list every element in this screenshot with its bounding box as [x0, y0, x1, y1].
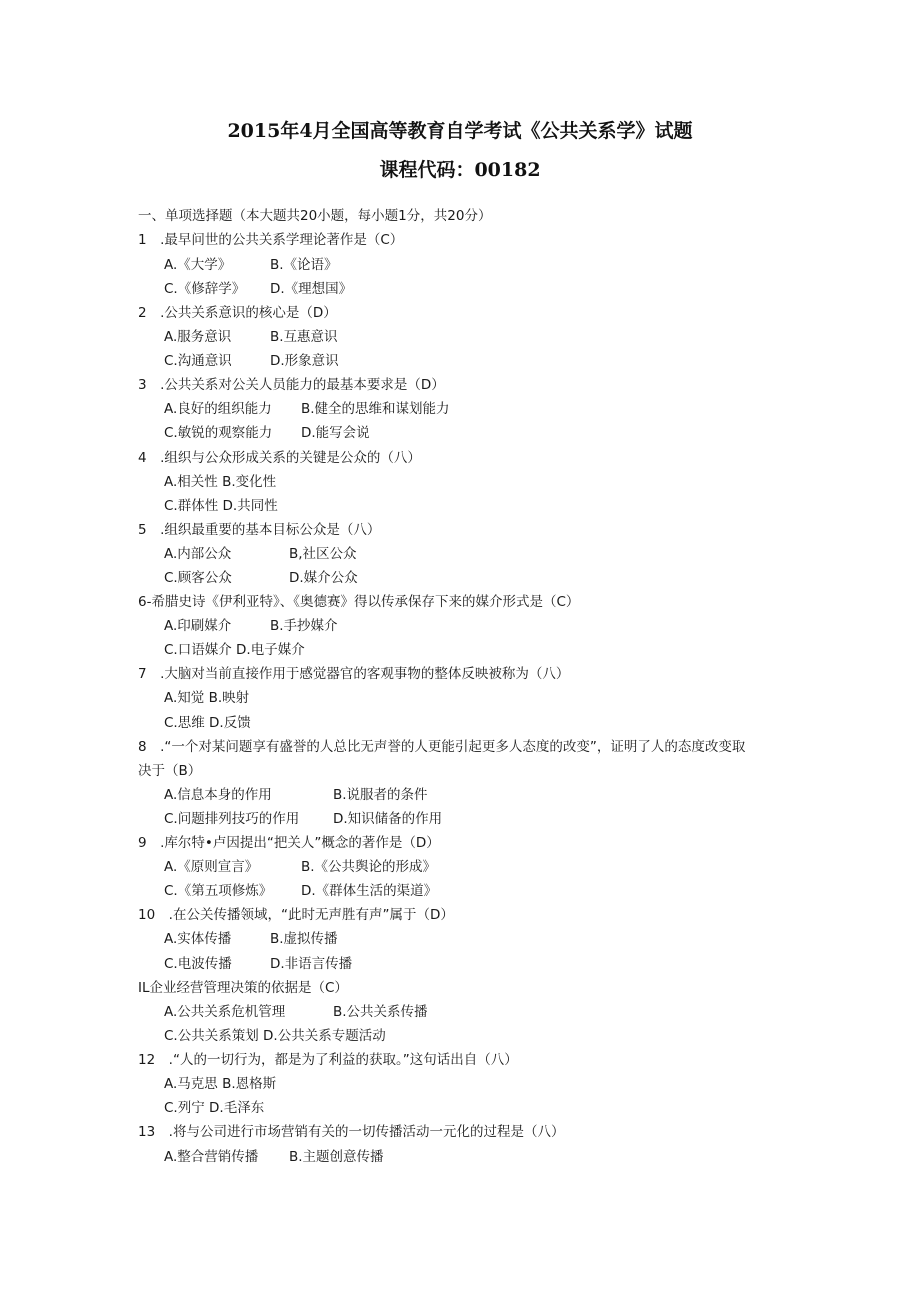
question-option: B.手抄媒介	[270, 618, 338, 634]
question-option: A.相关性 B.变化性	[164, 474, 277, 490]
question-stem: 4 .组织与公众形成关系的关键是公众的（八）	[138, 450, 421, 466]
question-stem: 7 .大脑对当前直接作用于感觉器官的客观事物的整体反映被称为（八）	[138, 666, 570, 682]
question-option: A.《原则宣言》	[164, 859, 259, 875]
document-title: 2015年4月全国高等教育自学考试《公共关系学》试题	[227, 120, 693, 142]
question-option: D.《理想国》	[270, 281, 353, 297]
question-option: C.问题排列技巧的作用	[164, 811, 300, 827]
question-option: C.列宁 D.毛泽东	[164, 1100, 265, 1116]
question-option: D.媒介公众	[289, 570, 358, 586]
question-option: A.良好的组织能力	[164, 401, 272, 417]
question-option: C.公共关系策划 D.公共关系专题活动	[164, 1028, 386, 1044]
question-option: B,社区公众	[289, 546, 357, 562]
question-option: A.马克思 B.恩格斯	[164, 1076, 277, 1092]
question-option: A.内部公众	[164, 546, 232, 562]
question-option: C.敏锐的观察能力	[164, 425, 273, 441]
question-stem-continued: 决于（B）	[138, 763, 202, 779]
question-option: D.形象意识	[270, 353, 339, 369]
question-stem: 3 .公共关系对公关人员能力的最基本要求是（D）	[138, 377, 445, 393]
question-option: C.口语媒介 D.电子媒介	[164, 642, 305, 658]
question-option: A.整合营销传播	[164, 1149, 259, 1165]
question-option: B.《论语》	[270, 257, 338, 273]
question-stem: 13 .将与公司进行市场营销有关的一切传播活动一元化的过程是（八）	[138, 1124, 565, 1140]
question-option: B.互惠意识	[270, 329, 338, 345]
question-option: C.电波传播	[164, 956, 232, 972]
question-option: A.服务意识	[164, 329, 232, 345]
question-stem: 2 .公共关系意识的核心是（D）	[138, 305, 337, 321]
question-option: C.沟通意识	[164, 353, 232, 369]
question-stem: 9 .库尔特•卢因提出“把关人”概念的著作是（D）	[138, 835, 440, 851]
question-stem: 8 .“一个对某问题享有盛誉的人总比无声誉的人更能引起更多人态度的改变”，证明了人的态度改变取	[138, 739, 746, 755]
question-option: C.顾客公众	[164, 570, 232, 586]
question-stem: IL企业经营管理决策的依据是（C）	[138, 980, 348, 996]
question-stem: 10 .在公关传播领域，“此时无声胜有声”属于（D）	[138, 907, 454, 923]
question-option: A.印刷媒介	[164, 618, 232, 634]
question-option: B.公共关系传播	[333, 1004, 428, 1020]
question-option: C.《修辞学》	[164, 281, 246, 297]
question-option: D.《群体生活的渠道》	[301, 883, 438, 899]
question-option: C.思维 D.反馈	[164, 715, 251, 731]
question-stem: 12 .“人的一切行为，都是为了利益的获取。”这句话出自（八）	[138, 1052, 518, 1068]
question-option: D.非语言传播	[270, 956, 353, 972]
question-option: B.说服者的条件	[333, 787, 428, 803]
section-heading: 一、单项选择题（本大题共20小题，每小题1分，共20分）	[138, 208, 492, 224]
course-code: 课程代码：00182	[379, 159, 541, 181]
question-option: B.健全的思维和谋划能力	[301, 401, 450, 417]
question-stem: 6-希腊史诗《伊利亚特》、《奥德赛》得以传承保存下来的媒介形式是（C）	[138, 594, 580, 610]
question-stem: 5 .组织最重要的基本目标公众是（八）	[138, 522, 381, 538]
question-option: A.公共关系危机管理	[164, 1004, 286, 1020]
question-option: B.虚拟传播	[270, 931, 338, 947]
question-option: A.信息本身的作用	[164, 787, 272, 803]
question-stem: 1 .最早问世的公共关系学理论著作是（C）	[138, 232, 404, 248]
question-option: D.知识储备的作用	[333, 811, 443, 827]
question-option: A.知觉 B.映射	[164, 690, 250, 706]
question-option: D.能写会说	[301, 425, 370, 441]
question-option: C.《第五项修炼》	[164, 883, 273, 899]
question-option: C.群体性 D.共同性	[164, 498, 278, 514]
question-option: B.《公共舆论的形成》	[301, 859, 437, 875]
question-option: A.《大学》	[164, 257, 232, 273]
question-option: B.主题创意传播	[289, 1149, 384, 1165]
question-option: A.实体传播	[164, 931, 232, 947]
